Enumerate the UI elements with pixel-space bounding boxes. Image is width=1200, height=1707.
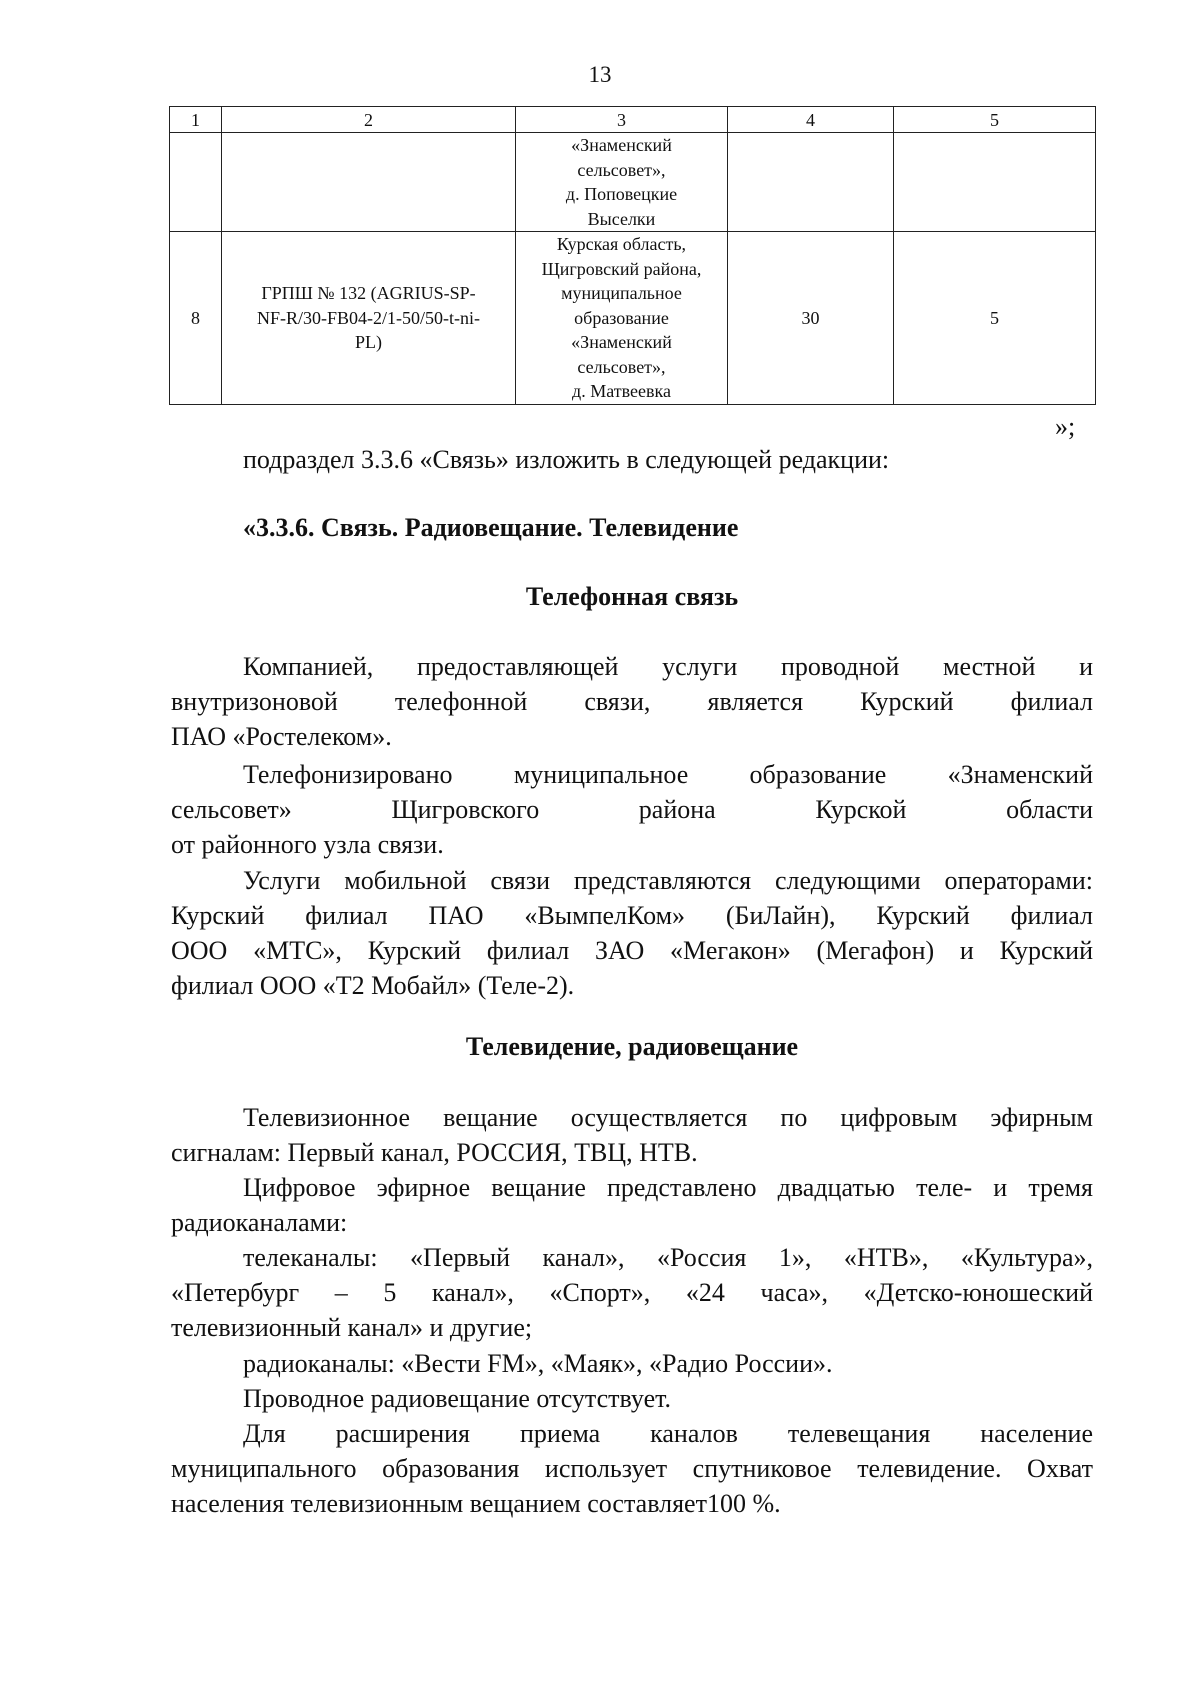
tv-paragraph-3 <box>171 1240 1093 1345</box>
text-line: муниципального образования использует спутниковое телевидение. Охват <box>171 1454 1093 1483</box>
table-header-cell: 3 <box>516 107 728 133</box>
table-cell-name: ГРПШ № 132 (AGRIUS-SP- NF-R/30-FB04-2/1-50/50-t-ni- PL) <box>222 232 516 405</box>
table-header-cell: 5 <box>894 107 1096 133</box>
table-cell-col4 <box>728 133 894 232</box>
text-line: ООО «МТС», Курский филиал ЗАО «Мегакон» (Мегафон) и Курский <box>171 936 1093 965</box>
subheading-phone: Телефонная связь <box>525 582 739 611</box>
text-line: Телевизионное вещание осуществляется по цифровым эфирным <box>243 1103 1093 1132</box>
table-cell-col4: 30 <box>728 232 894 405</box>
text-line: Компанией, предоставляющей услуги проводной местной и <box>243 652 1093 681</box>
table-header-cell: 2 <box>222 107 516 133</box>
table-cell-location: «Знаменский сельсовет», д. Поповецкие Выселки <box>516 133 728 232</box>
table-cell-num <box>170 133 222 232</box>
intro-line: подраздел 3.3.6 «Связь» изложить в следующей редакции: <box>243 445 890 474</box>
table-cell-location: Курская область, Щигровский района, муниципальное образование «Знаменский сельсовет», д. Матвеевка <box>516 232 728 405</box>
text-line: Для расширения приема каналов телевещания население <box>243 1419 1093 1448</box>
table-row <box>170 232 1096 405</box>
text-line: телевизионный канал» и другие; <box>171 1313 533 1342</box>
table-cell-num: 8 <box>170 232 222 405</box>
text-line: сельсовет» Щигровского района Курской области <box>171 795 1093 824</box>
text-line: внутризоновой телефонной связи, является Курский филиал <box>171 687 1093 716</box>
section-heading-block <box>171 510 1093 545</box>
text-line: Курский филиал ПАО «ВымпелКом» (БиЛайн), Курский филиал <box>171 901 1093 930</box>
table-header-row <box>170 107 1096 133</box>
subheading-tv: Телевидение, радиовещание <box>465 1032 799 1061</box>
table-cell-col5: 5 <box>894 232 1096 405</box>
table-cell-name <box>222 133 516 232</box>
text-line: населения телевизионным вещанием составляет100 %. <box>171 1489 781 1518</box>
tv-paragraph-6 <box>171 1416 1093 1521</box>
text-line: ПАО «Ростелеком». <box>171 722 392 751</box>
text-line: Проводное радиовещание отсутствует. <box>243 1384 672 1413</box>
intro-line-block <box>171 442 1093 477</box>
table-header-cell: 4 <box>728 107 894 133</box>
text-line: от районного узла связи. <box>171 830 444 859</box>
data-table <box>169 106 1096 405</box>
text-line: радиоканалы: «Вести FM», «Маяк», «Радио России». <box>243 1349 833 1378</box>
tv-paragraph-1 <box>171 1100 1093 1170</box>
table-cell-col5 <box>894 133 1096 232</box>
text-line: Услуги мобильной связи представляются следующими операторами: <box>243 866 1093 895</box>
text-line: «Петербург – 5 канал», «Спорт», «24 часа», «Детско-юношеский <box>171 1278 1093 1307</box>
text-line: телеканалы: «Первый канал», «Россия 1», «НТВ», «Культура», <box>243 1243 1093 1272</box>
phone-paragraph-2 <box>171 757 1093 862</box>
text-line: Телефонизировано муниципальное образование «Знаменский <box>243 760 1093 789</box>
section-heading: «3.3.6. Связь. Радиовещание. Телевидение <box>243 513 739 542</box>
phone-paragraph-3 <box>171 863 1093 1003</box>
table-closing-quote: »; <box>1055 412 1076 441</box>
text-line: Цифровое эфирное вещание представлено двадцатью теле- и тремя <box>243 1173 1093 1202</box>
text-line: радиоканалами: <box>171 1208 348 1237</box>
tv-paragraph-2 <box>171 1170 1093 1240</box>
phone-paragraph-1 <box>171 649 1093 754</box>
table-row <box>170 133 1096 232</box>
text-line: сигналам: Первый канал, РОССИЯ, ТВЦ, НТВ. <box>171 1138 698 1167</box>
page-number: 13 <box>588 62 612 87</box>
tv-paragraph-5 <box>171 1381 1093 1416</box>
text-line: филиал ООО «Т2 Мобайл» (Теле-2). <box>171 971 575 1000</box>
tv-paragraph-4 <box>171 1346 1093 1381</box>
table-header-cell: 1 <box>170 107 222 133</box>
